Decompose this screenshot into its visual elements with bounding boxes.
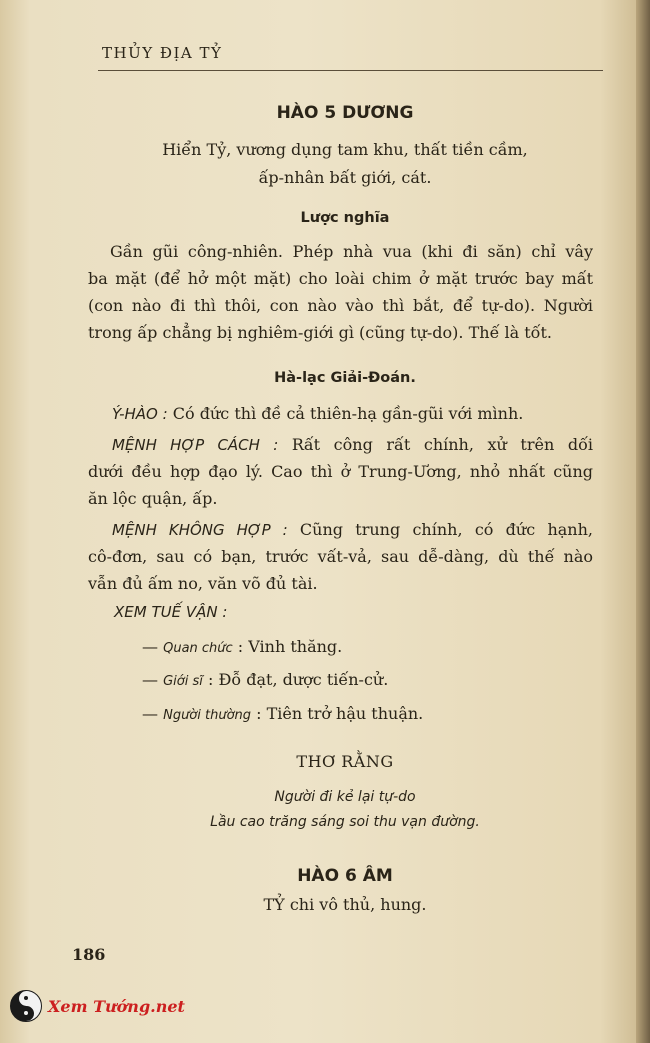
tho-rang-title: THƠ RẰNG	[296, 752, 394, 771]
menh-hop-line-3: ăn lộc quận, ấp.	[88, 489, 218, 508]
menh-khong-text-1: Cũng trung chính, có đức hạnh,	[299, 520, 593, 539]
menh-hop-label: MỆNH HỢP CÁCH :	[112, 436, 279, 454]
item-dash: —	[142, 704, 158, 723]
menh-hop-text-1: Rất công rất chính, xử trên dối	[291, 435, 593, 454]
watermark-logo	[10, 990, 185, 1022]
menh-hop-line-1	[112, 435, 593, 454]
yin-yang-icon	[10, 990, 42, 1022]
item-dash: —	[142, 670, 158, 689]
hao5-title: HÀO 5 DƯƠNG	[276, 103, 414, 123]
item-text: Tiên trở hậu thuận.	[266, 704, 424, 723]
page-number: 186	[72, 945, 106, 964]
hao5-verse-1: Hiển Tỷ, vương dụng tam khu, thất tiền cầm,	[162, 140, 528, 159]
menh-khong-line-3: vẫn đủ ấm no, văn võ đủ tài.	[88, 574, 318, 593]
header-rule	[98, 70, 603, 71]
item-text: Đỗ đạt, dược tiến-cử.	[218, 670, 389, 689]
menh-hop-line-2: dưới đều hợp đạo lý. Cao thì ở Trung-Ương, nhỏ nhất cũng	[88, 462, 593, 481]
luoc-nghia-line-4: trong ấp chẳng bị nghiêm-giới gì (cũng tự-do). Thế là tốt.	[88, 323, 552, 342]
item-label: Người thường	[163, 708, 252, 723]
y-hao-line	[112, 404, 523, 423]
hao6-verse: TỶ chi vô thủ, hung.	[263, 895, 427, 914]
running-header: THỦY ĐỊA TỶ	[102, 44, 223, 62]
menh-khong-line-1	[112, 520, 593, 539]
y-hao-label: Ý-HÀO :	[112, 405, 168, 423]
hao6-title: HÀO 6 ÂM	[297, 866, 393, 886]
y-hao-text: Có đức thì đề cả thiên-hạ gần-gũi với mình.	[172, 404, 524, 423]
item-gioi-si	[142, 670, 388, 689]
item-quan-chuc	[142, 637, 342, 656]
item-sep: :	[256, 704, 262, 723]
tho-rang-line-1: Người đi kẻ lại tự-do	[274, 789, 416, 805]
luoc-nghia-line-3: (con nào đi thì thôi, con nào vào thì bắt, để tự-do). Người	[88, 296, 593, 315]
item-label: Quan chức	[163, 641, 233, 656]
item-label: Giới sĩ	[163, 674, 203, 689]
menh-khong-label: MỆNH KHÔNG HỢP :	[112, 521, 288, 539]
item-text: Vinh thăng.	[248, 637, 343, 656]
item-sep: :	[207, 670, 214, 689]
menh-khong-line-2: cô-đơn, sau có bạn, trước vất-vả, sau dễ-dàng, dù thế nào	[88, 547, 593, 566]
item-sep: :	[237, 637, 244, 656]
luoc-nghia-line-2: ba mặt (để hở một mặt) cho loài chim ở mặt trước bay mất	[88, 269, 593, 288]
luoc-nghia-title: Lược nghĩa	[300, 210, 390, 226]
hao5-verse-2: ấp-nhân bất giới, cát.	[258, 168, 432, 187]
watermark-text: Xem Tướng.net	[48, 996, 185, 1016]
xem-tue-van-label: XEM TUẾ VẬN :	[114, 603, 228, 621]
luoc-nghia-line-1: Gần gũi công-nhiên. Phép nhà vua (khi đi săn) chỉ vây	[110, 242, 593, 261]
item-nguoi-thuong	[142, 704, 423, 723]
item-dash: —	[142, 637, 158, 656]
tho-rang-line-2: Lầu cao trăng sáng soi thu vạn đường.	[210, 814, 480, 830]
ha-lac-title: Hà-lạc Giải-Đoán.	[274, 370, 416, 386]
